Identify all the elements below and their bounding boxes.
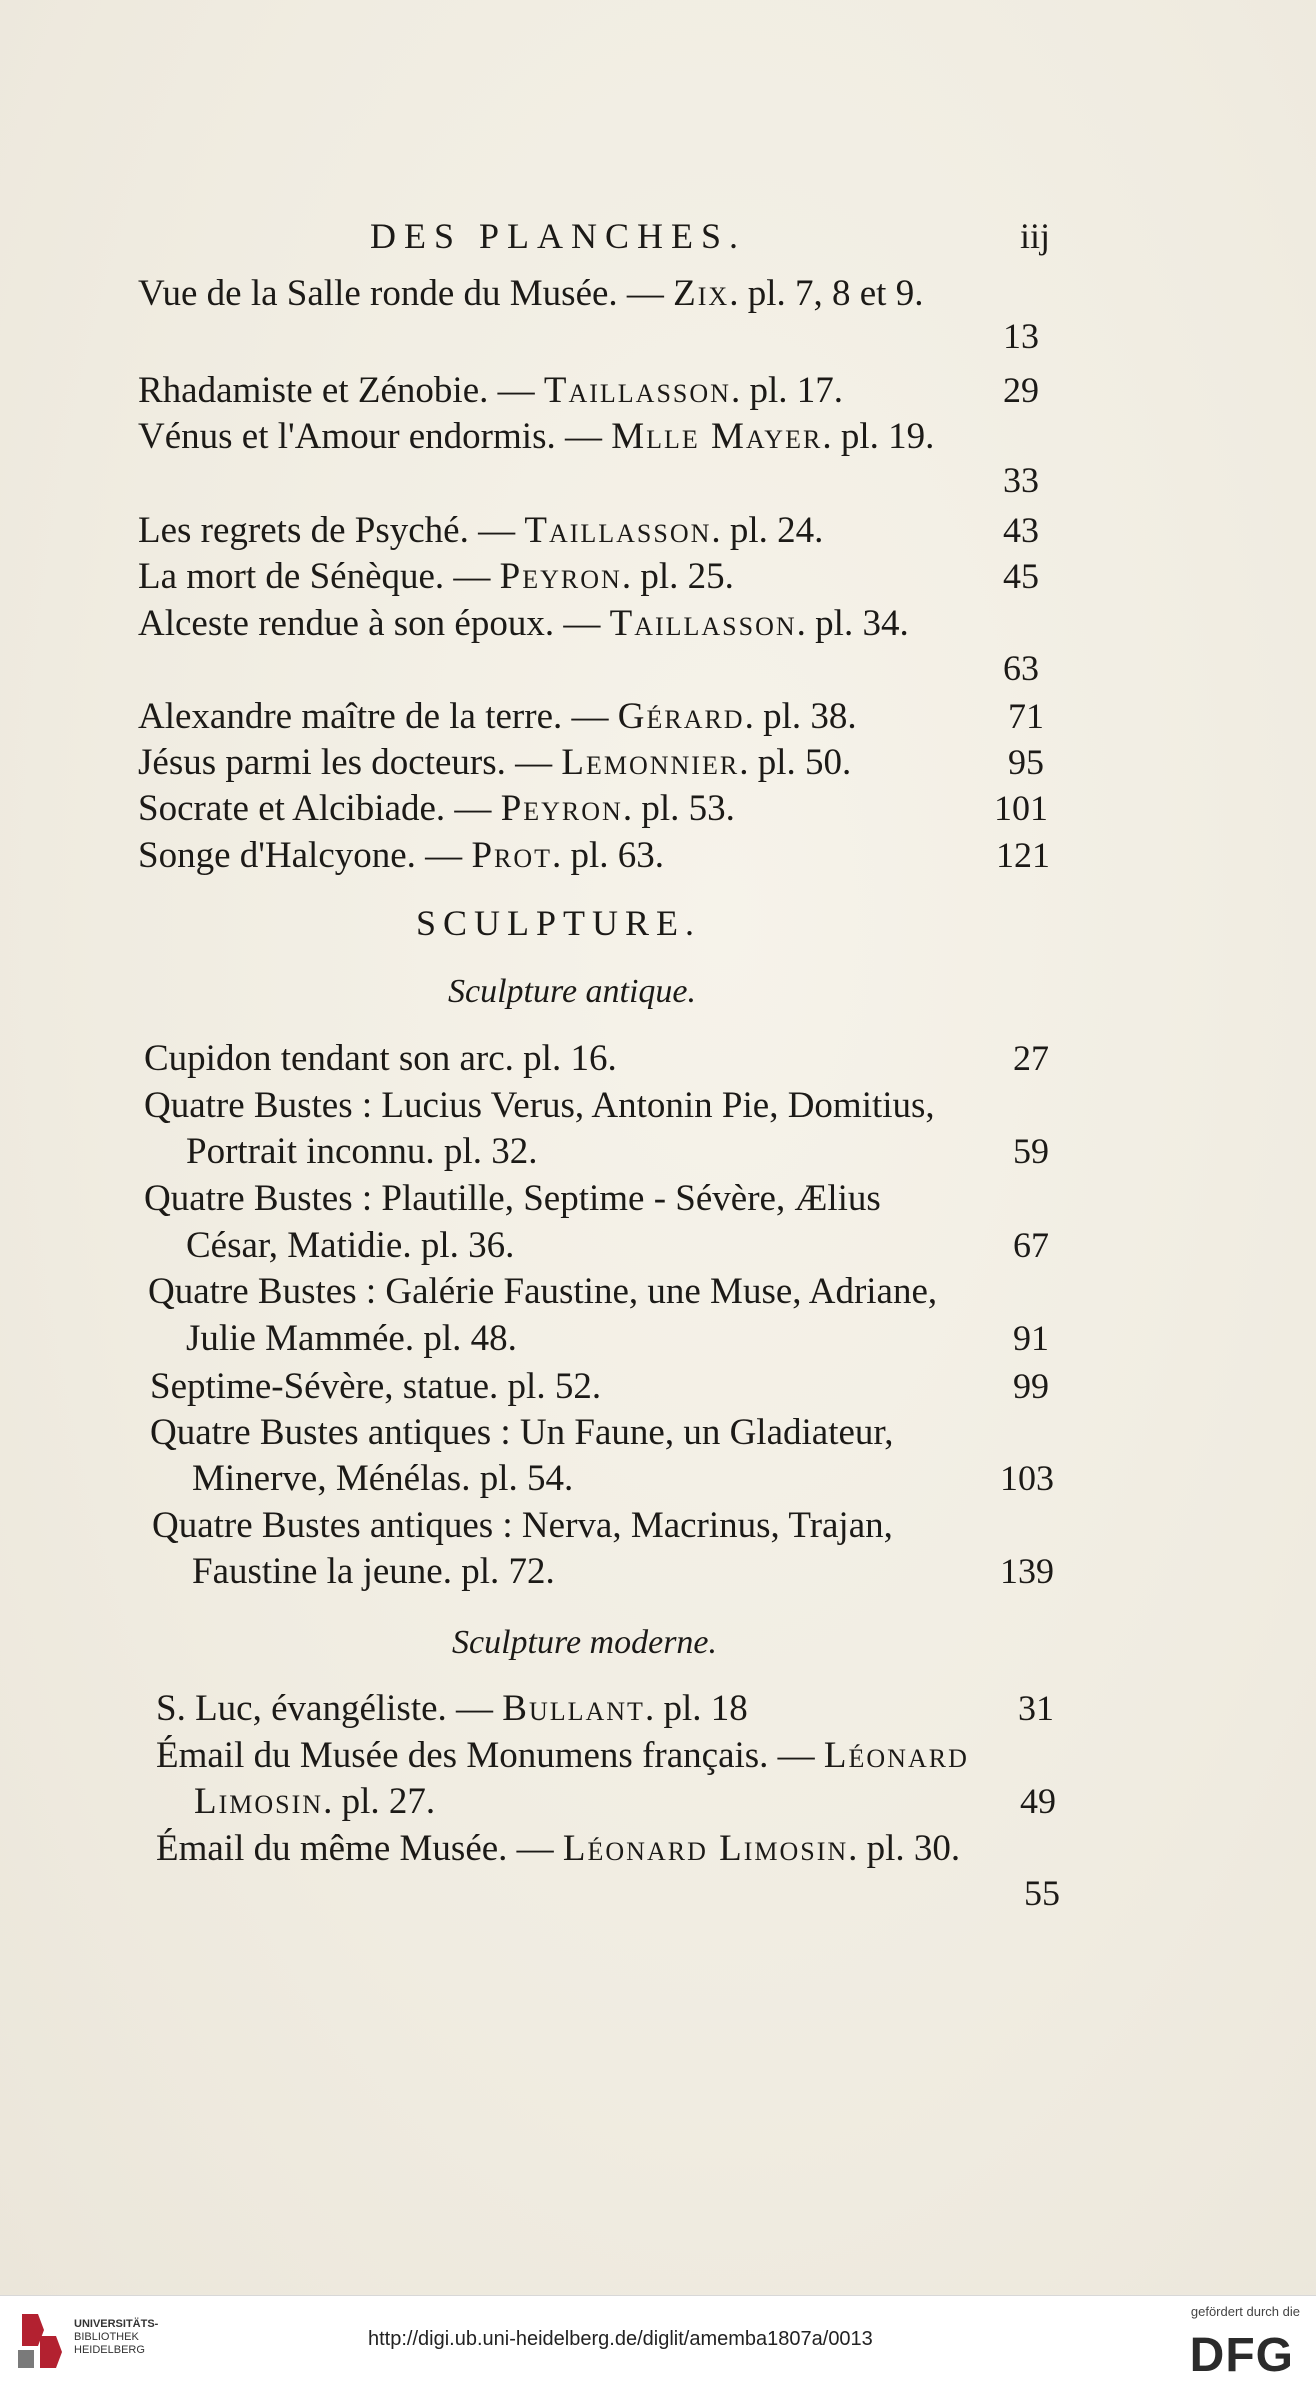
entry-line: Alceste rendue à son époux. — Taillasson. pl. 34. [138, 603, 909, 644]
entry-line: Quatre Bustes antiques : Un Faune, un Gladiateur, [150, 1412, 894, 1453]
subsection-title-modern: Sculpture moderne. [452, 1624, 718, 1661]
entry-line: Cupidon tendant son arc. pl. 16. [144, 1038, 617, 1079]
entry-line: Julie Mammée. pl. 48. [186, 1318, 517, 1359]
entry-page: 49 [1020, 1781, 1056, 1821]
entry-page: 55 [1024, 1873, 1060, 1913]
funded-by-label: gefördert durch die [1190, 2304, 1300, 2319]
entry-page: 45 [1003, 556, 1039, 596]
entry-line: Quatre Bustes : Lucius Verus, Antonin Pie, Domitius, [144, 1085, 935, 1126]
entry-line: Minerve, Ménélas. pl. 54. [192, 1458, 574, 1499]
page-header [370, 215, 1050, 275]
entry-page: 103 [1000, 1458, 1054, 1498]
entry-line: Faustine la jeune. pl. 72. [192, 1551, 555, 1592]
entry-line: Socrate et Alcibiade. — Peyron. pl. 53. [138, 788, 735, 829]
entry-page: 59 [1013, 1131, 1049, 1171]
dfg-logo: DFG [1189, 2329, 1294, 2382]
entry-line: Quatre Bustes : Galérie Faustine, une Muse, Adriane, [148, 1271, 938, 1312]
entry-line: Limosin. pl. 27. [194, 1781, 436, 1822]
entry-page: 31 [1018, 1688, 1054, 1728]
entry-page: 33 [1003, 460, 1039, 500]
entry-page: 63 [1003, 648, 1039, 688]
page-number: iij [1019, 216, 1050, 256]
entry-line: Songe d'Halcyone. — Prot. pl. 63. [138, 835, 665, 876]
entry-line: Vue de la Salle ronde du Musée. — Zix. pl. 7, 8 et 9. [138, 273, 924, 314]
entry-line: Portrait inconnu. pl. 32. [186, 1131, 538, 1172]
university-logo-icon [14, 2310, 64, 2372]
subsection-title-antique: Sculpture antique. [448, 973, 697, 1010]
entry-page: 91 [1013, 1318, 1049, 1358]
entry-page: 27 [1013, 1038, 1049, 1078]
entry-page: 67 [1013, 1225, 1049, 1265]
viewer-footer [0, 2295, 1316, 2388]
permalink-url[interactable]: http://digi.ub.uni-heidelberg.de/diglit/amemba1807a/0013 [368, 2328, 873, 2350]
entry-page: 95 [1008, 742, 1044, 782]
entry-page: 121 [996, 835, 1050, 875]
entry-page: 71 [1008, 696, 1044, 736]
entry-line: Alexandre maître de la terre. — Gérard. pl. 38. [138, 696, 857, 737]
entry-line: Vénus et l'Amour endormis. — Mlle Mayer. pl. 19. [138, 416, 935, 457]
entry-page: 13 [1003, 316, 1039, 356]
entry-line: Septime-Sévère, statue. pl. 52. [150, 1366, 602, 1407]
university-name: UNIVERSITÄTS- BIBLIOTHEK HEIDELBERG [74, 2318, 159, 2356]
entry-line: Émail du même Musée. — Léonard Limosin. pl. 30. [156, 1828, 961, 1869]
entry-line: Quatre Bustes : Plautille, Septime - Sévère, Ælius [144, 1178, 881, 1219]
entry-page: 29 [1003, 370, 1039, 410]
entry-page: 139 [1000, 1551, 1054, 1591]
entry-line: César, Matidie. pl. 36. [186, 1225, 515, 1266]
entry-line: La mort de Sénèque. — Peyron. pl. 25. [138, 556, 734, 597]
entry-line: Jésus parmi les docteurs. — Lemonnier. pl. 50. [138, 742, 852, 783]
entry-line: Émail du Musée des Monumens français. — Léonard [156, 1735, 969, 1776]
entry-line: Rhadamiste et Zénobie. — Taillasson. pl. 17. [138, 370, 843, 411]
section-title-sculpture: SCULPTURE. [416, 903, 702, 943]
entry-line: Les regrets de Psyché. — Taillasson. pl. 24. [138, 510, 824, 551]
entry-page: 101 [994, 788, 1048, 828]
entry-page: 99 [1013, 1366, 1049, 1406]
entry-line: S. Luc, évangéliste. — Bullant. pl. 18 [156, 1688, 748, 1729]
entry-page: 43 [1003, 510, 1039, 550]
running-title: DES PLANCHES. [370, 216, 747, 256]
entry-line: Quatre Bustes antiques : Nerva, Macrinus, Trajan, [152, 1505, 893, 1546]
